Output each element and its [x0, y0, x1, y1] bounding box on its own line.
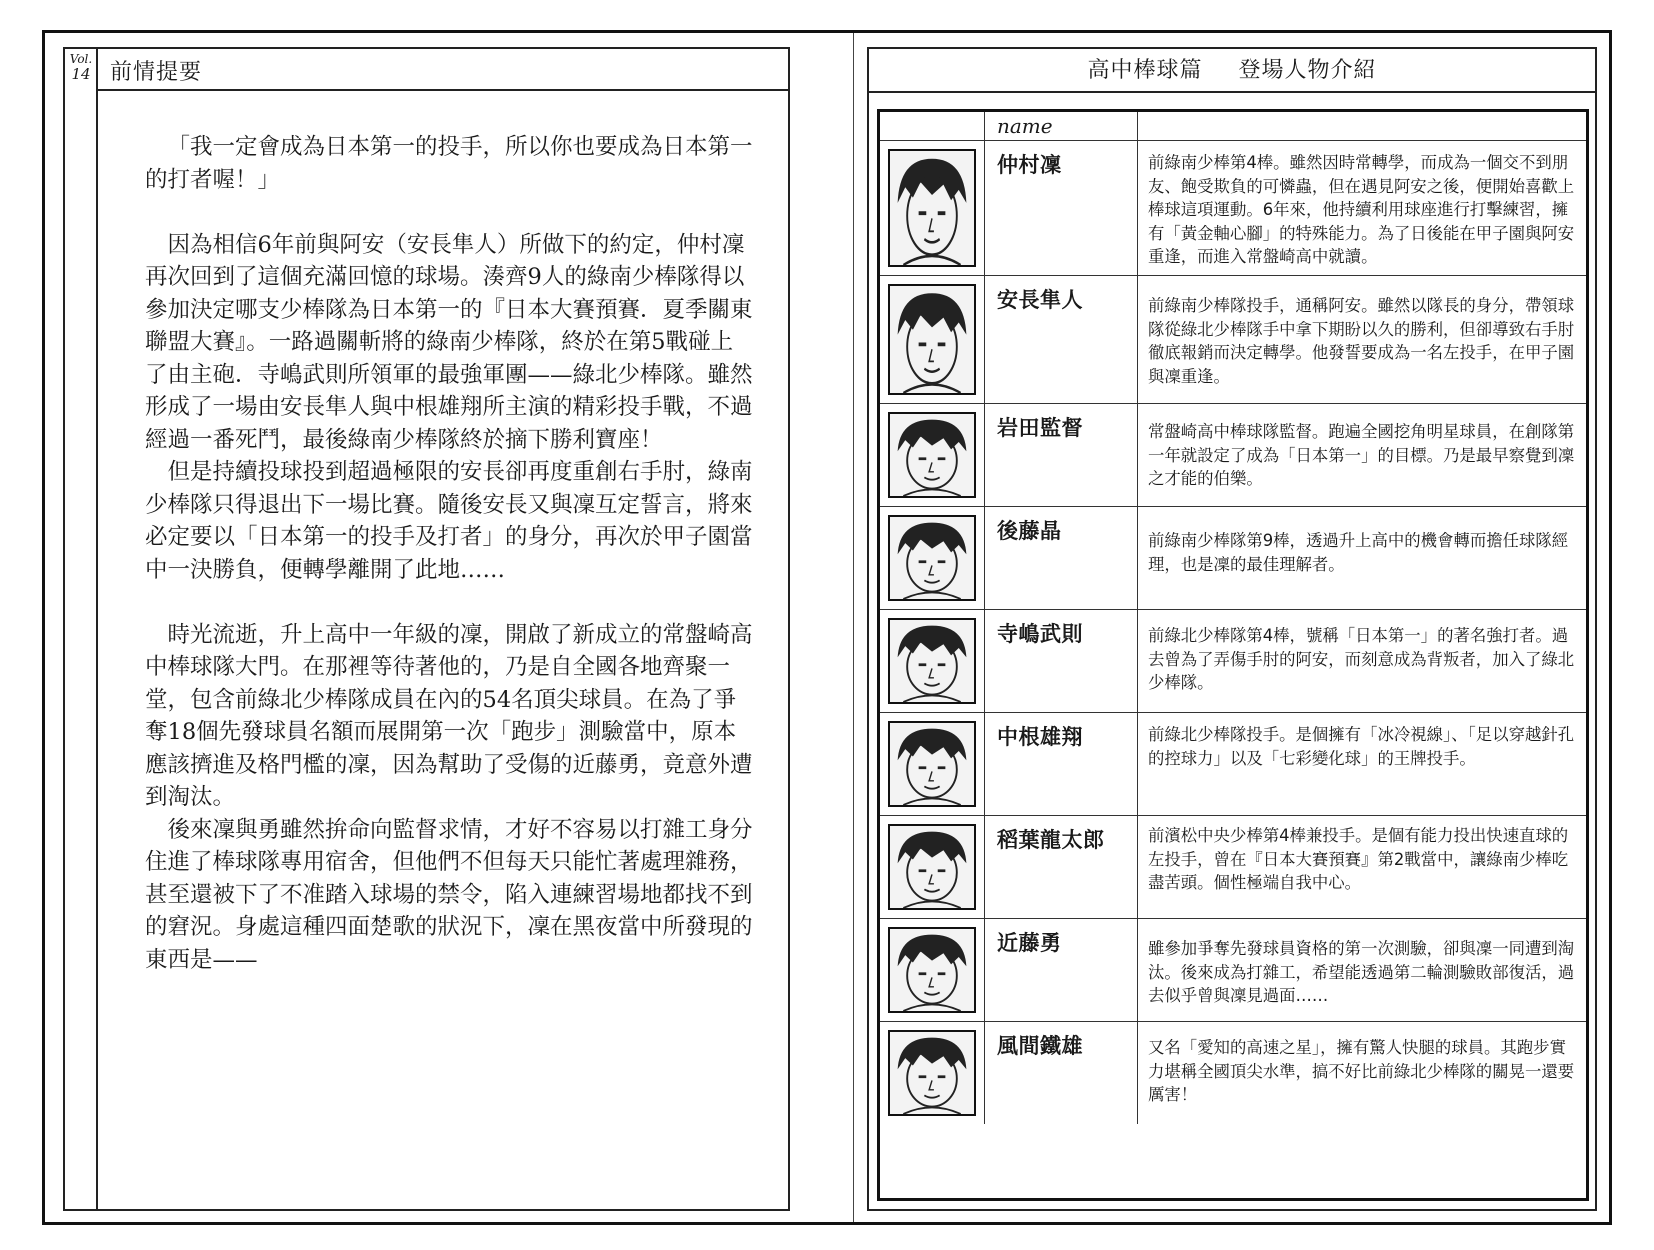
character-portrait — [888, 412, 976, 498]
description-cell — [1138, 816, 1586, 918]
character-row — [880, 140, 1586, 275]
character-name: 岩田監督 — [997, 416, 1083, 440]
portrait-cell — [880, 919, 985, 1021]
name-cell — [985, 816, 1138, 918]
character-portrait — [888, 824, 976, 910]
character-name: 仲村凜 — [997, 153, 1062, 177]
character-name: 後藤晶 — [997, 519, 1062, 543]
character-portrait — [888, 618, 976, 704]
character-portrait — [888, 284, 976, 395]
character-portrait — [888, 721, 976, 807]
description-cell — [1138, 610, 1586, 712]
name-cell — [985, 276, 1138, 403]
character-description: 雖參加爭奪先發球員資格的第一次測驗，卻與凜一同遭到淘汰。後來成為打雜工，希望能透過第二輪測驗敗部復活，過去似乎曾與凜見過面…… — [1148, 939, 1575, 1005]
book-spread — [42, 30, 1612, 1225]
name-column-header: name — [997, 114, 1053, 138]
character-row — [880, 403, 1586, 506]
character-row — [880, 609, 1586, 712]
character-row — [880, 815, 1586, 918]
left-page — [63, 47, 790, 1211]
right-page — [867, 47, 1597, 1211]
description-cell — [1138, 141, 1586, 275]
description-cell — [1138, 1022, 1586, 1124]
character-portrait — [888, 927, 976, 1013]
summary-paragraph: 「我一定會成為日本第一的投手，所以你也要成為日本第一的打者喔！」 — [145, 134, 753, 193]
name-cell — [985, 919, 1138, 1021]
description-cell — [1138, 919, 1586, 1021]
name-cell — [985, 141, 1138, 275]
portrait-cell — [880, 404, 985, 506]
name-cell — [985, 404, 1138, 506]
portrait-cell — [880, 141, 985, 275]
character-name: 稻葉龍太郎 — [997, 828, 1105, 852]
character-description: 又名「愛知的高速之星」，擁有驚人快腿的球員。其跑步實力堪稱全國頂尖水準，搞不好比前綠北少棒隊的關晃一還要厲害！ — [1148, 1038, 1575, 1104]
character-description: 前綠南少棒第4棒。雖然因時常轉學，而成為一個交不到朋友、飽受欺負的可憐蟲，但在遇見阿安之後，便開始喜歡上棒球這項運動。6年來，他持續利用球座進行打擊練習，擁有「黃金軸心腳」的特殊能力。為了日後能在甲子園與阿安重逢，而進入常盤崎高中就讀。 — [1148, 153, 1575, 266]
character-name: 風間鐵雄 — [997, 1034, 1083, 1058]
character-name: 中根雄翔 — [997, 725, 1083, 749]
right-page-header — [869, 49, 1595, 93]
title-part-characters: 登場人物介紹 — [1238, 58, 1377, 83]
character-portrait — [888, 149, 976, 267]
name-cell — [985, 713, 1138, 815]
character-intro-title — [869, 49, 1595, 93]
character-description: 前綠北少棒隊投手。是個擁有「冰冷視線」、「足以穿越針孔的控球力」以及「七彩變化球」的王牌投手。 — [1148, 725, 1575, 768]
character-description: 前綠南少棒隊投手，通稱阿安。雖然以隊長的身分，帶領球隊從綠北少棒隊手中拿下期盼以久的勝利，但卻導致右手肘徹底報銷而決定轉學。他發誓要成為一名左投手，在甲子園與凜重逢。 — [1148, 296, 1575, 386]
volume-label: Vol. — [69, 52, 93, 66]
portrait-cell — [880, 816, 985, 918]
story-summary — [145, 131, 755, 976]
summary-paragraph: 時光流逝，升上高中一年級的凜，開啟了新成立的常盤崎高中棒球隊大門。在那裡等待著他的，乃是自全國各地齊聚一堂，包含前綠北少棒隊成員在內的54名頂尖球員。在為了爭奪18個先發球員名額而展開第一次「跑步」測驗當中，原本應該擠進及格門檻的凜，因為幫助了受傷的近藤勇，竟意外遭到淘汰。 — [145, 621, 753, 810]
header-cell-name — [985, 112, 1138, 140]
header-cell-description — [1138, 112, 1586, 140]
character-portrait — [888, 515, 976, 601]
character-row — [880, 918, 1586, 1021]
portrait-cell — [880, 610, 985, 712]
description-cell — [1138, 713, 1586, 815]
header-cell-portrait — [880, 112, 985, 140]
character-row — [880, 506, 1586, 609]
portrait-cell — [880, 1022, 985, 1124]
portrait-cell — [880, 276, 985, 403]
volume-marker — [67, 53, 95, 82]
character-name: 寺嶋武則 — [997, 622, 1083, 646]
character-description: 前綠南少棒隊第9棒，透過升上高中的機會轉而擔任球隊經理，也是凜的最佳理解者。 — [1148, 531, 1569, 574]
description-cell — [1138, 507, 1586, 609]
page-title: 前情提要 — [110, 60, 203, 85]
paragraph-spacer — [145, 586, 755, 619]
character-name: 安長隼人 — [997, 288, 1083, 312]
name-cell — [985, 507, 1138, 609]
character-name: 近藤勇 — [997, 931, 1062, 955]
left-page-header — [98, 49, 788, 91]
description-cell — [1138, 404, 1586, 506]
paragraph-spacer — [145, 196, 755, 229]
volume-column — [65, 49, 98, 1209]
portrait-cell — [880, 713, 985, 815]
title-part-arc: 高中棒球篇 — [1087, 58, 1203, 83]
summary-paragraph: 但是持續投球投到超過極限的安長卻再度重創右手肘，綠南少棒隊只得退出下一場比賽。隨後安長又與凜互定誓言，將來必定要以「日本第一的投手及打者」的身分，再次於甲子園當中一決勝負，便轉學離開了此地…… — [145, 459, 753, 583]
character-table — [877, 109, 1589, 1201]
description-cell — [1138, 276, 1586, 403]
character-row — [880, 1021, 1586, 1124]
portrait-cell — [880, 507, 985, 609]
name-cell — [985, 1022, 1138, 1124]
summary-paragraph: 後來凜與勇雖然拚命向監督求情，才好不容易以打雜工身分住進了棒球隊專用宿舍，但他們不但每天只能忙著處理雜務，甚至還被下了不准踏入球場的禁令，陷入連練習場地都找不到的窘況。身處這種四面楚歌的狀況下，凜在黑夜當中所發現的東西是—— — [145, 816, 753, 973]
character-description: 常盤崎高中棒球隊監督。跑遍全國挖角明星球員，在創隊第一年就設定了成為「日本第一」的目標。乃是最早察覺到凜之才能的伯樂。 — [1148, 422, 1575, 488]
character-portrait — [888, 1030, 976, 1116]
volume-number: 14 — [71, 65, 91, 83]
summary-paragraph: 因為相信6年前與阿安（安長隼人）所做下的約定，仲村凜再次回到了這個充滿回憶的球場。湊齊9人的綠南少棒隊得以參加決定哪支少棒隊為日本第一的『日本大賽預賽．夏季關東聯盟大賽』。一路過關斬將的綠南少棒隊，終於在第5戰碰上了由主砲．寺嶋武則所領軍的最強軍團——綠北少棒隊。雖然形成了一場由安長隼人與中根雄翔所主演的精彩投手戰，不過經過一番死鬥，最後綠南少棒隊終於摘下勝利寶座！ — [145, 231, 753, 453]
table-header-row — [880, 112, 1586, 140]
page-gutter — [853, 33, 854, 1222]
name-cell — [985, 610, 1138, 712]
character-description: 前綠北少棒隊第4棒，號稱「日本第一」的著名強打者。過去曾為了弄傷手肘的阿安，而刻意成為背叛者，加入了綠北少棒隊。 — [1148, 626, 1575, 692]
character-description: 前濱松中央少棒第4棒兼投手。是個有能力投出快速直球的左投手，曾在『日本大賽預賽』第2戰當中，讓綠南少棒吃盡苦頭。個性極端自我中心。 — [1148, 826, 1569, 892]
character-row — [880, 275, 1586, 403]
character-row — [880, 712, 1586, 815]
